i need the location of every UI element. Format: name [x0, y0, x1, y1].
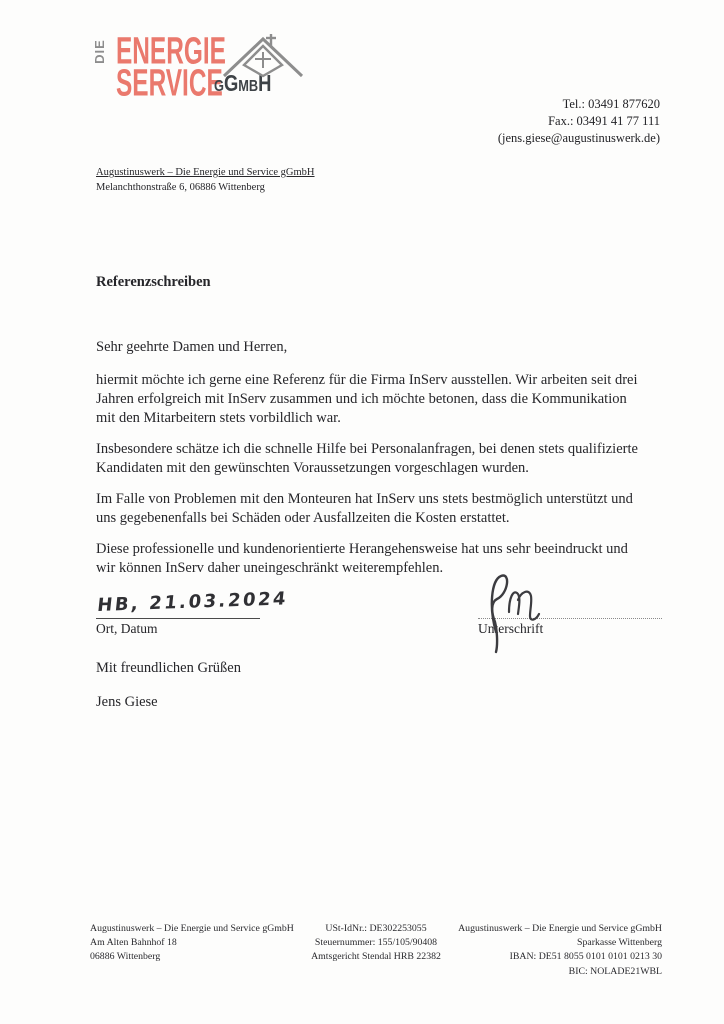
salutation: Sehr geehrte Damen und Herren, [96, 339, 288, 355]
contact-block [498, 96, 660, 146]
signer-name: Jens Giese [96, 694, 158, 710]
date-label: Ort, Datum [96, 621, 158, 636]
closing-line: Mit freundlichen Grüßen [96, 660, 241, 676]
body-paragraph: Diese professionelle und kundenorientierte Herangehensweise hat uns sehr beeindruckt und wir können InServ daher uneingeschränkt weiterempfehlen. [96, 541, 628, 576]
footer-line: USt-IdNr.: DE302253055 [325, 923, 427, 934]
roof-cross-icon [222, 32, 304, 85]
date-box [96, 586, 290, 637]
footer-company-column [90, 922, 294, 979]
footer [90, 922, 662, 979]
footer-line: Sparkasse Wittenberg [577, 937, 662, 949]
footer-line: 06886 Wittenberg [90, 951, 161, 963]
signature-line [478, 586, 662, 619]
footer-line: BIC: NOLADE21WBL [568, 965, 662, 977]
footer-line: IBAN: DE51 8055 0101 0101 0213 30 [509, 951, 662, 963]
letter-body [96, 338, 642, 590]
sender-address-line: Melanchthonstraße 6, 06886 Wittenberg [96, 181, 265, 193]
body-paragraph: hiermit möchte ich gerne eine Referenz für die Firma InServ ausstellen. Wir arbeiten seit drei Jahren erfolgreich mit InServ zusammen und ich möchte betonen, dass die Kommunikation mit den Mitarbeitern stets vorbildlich war. [96, 372, 638, 426]
footer-line: Steuernummer: 155/105/90408 [314, 937, 438, 949]
signature-scribble [482, 568, 552, 654]
logo-die-text: DIE [91, 39, 107, 64]
footer-tax-column [311, 922, 441, 979]
subject-line: Referenzschreiben [96, 274, 211, 290]
signature-box [478, 586, 662, 637]
contact-tel: Tel.: 03491 877620 [562, 97, 660, 111]
footer-line: Amtsgericht Stendal HRB 22382 [311, 951, 441, 963]
sender-block [96, 166, 315, 195]
signature-label: Unterschrift [478, 621, 544, 636]
footer-line: Augustinuswerk – Die Energie und Service gGmbH [90, 923, 294, 934]
logo-service-text: SERVICE [116, 61, 223, 104]
logo-ggmbh-text: gGmbH [214, 70, 272, 96]
company-logo [91, 26, 316, 104]
handwritten-date: HB, 21.03.2024 [96, 586, 260, 619]
footer-bank-column [458, 922, 662, 979]
body-paragraph: Insbesondere schätze ich die schnelle Hilfe bei Personalanfragen, bei denen stets qualifizierte Kandidaten mit den gewünschten Voraussetzungen vorgeschlagen wurden. [96, 441, 638, 476]
footer-line: Augustinuswerk – Die Energie und Service gGmbH [458, 923, 662, 934]
body-paragraph: Im Falle von Problemen mit den Monteuren hat InServ uns stets bestmöglich unterstützt und uns gegebenenfalls bei Schäden oder Ausfallzeiten die Kosten erstattet. [96, 491, 633, 526]
logo-energie-text: ENERGIE [116, 29, 226, 72]
sender-company-line: Augustinuswerk – Die Energie und Service gGmbH [96, 167, 315, 178]
footer-line: Am Alten Bahnhof 18 [90, 937, 177, 949]
contact-fax: Fax.: 03491 41 77 111 [548, 113, 660, 128]
contact-email: (jens.giese@augustinuswerk.de) [497, 130, 660, 145]
